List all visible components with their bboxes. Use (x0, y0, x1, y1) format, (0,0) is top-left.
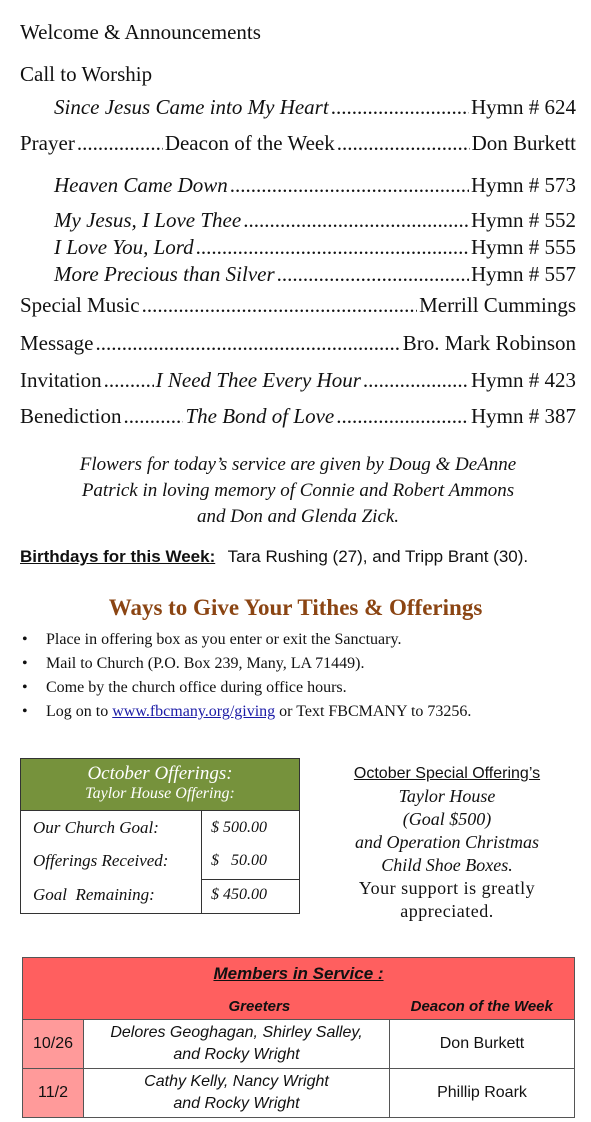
list-item: • Mail to Church (P.O. Box 239, Many, LA 71449). (20, 652, 471, 676)
hymn-title: Since Jesus Came into My Heart (54, 95, 329, 119)
offering-label: Offerings Received: (33, 851, 169, 870)
hymn-number: Hymn # 557 (471, 262, 576, 286)
offering-label: Our Church Goal: (33, 818, 159, 837)
hymn-title: I Love You, Lord (54, 235, 194, 259)
program-row (54, 95, 576, 120)
leader-dots (363, 368, 469, 393)
hymn-title: The Bond of Love (185, 404, 335, 428)
program-person: Don Burkett (471, 131, 576, 155)
members-in-service-table (22, 957, 575, 1118)
offerings-title: October Offerings: (87, 763, 233, 784)
deacon-cell: Don Burkett (390, 1020, 575, 1069)
leader-dots (142, 293, 418, 318)
birthdays (20, 547, 528, 567)
list-item (20, 700, 471, 724)
hymn-number: Hymn # 555 (471, 235, 576, 259)
hymn-number: Hymn # 573 (471, 173, 576, 197)
members-title: Members in Service : (213, 964, 384, 983)
table-row (23, 1069, 575, 1118)
list-item: • Place in offering box as you enter or exit the Sanctuary. (20, 628, 471, 652)
program-row (54, 262, 576, 287)
birthdays-label: Birthdays for this Week: (20, 547, 216, 566)
special-line: and Operation Christmas (354, 832, 540, 852)
special-line: (Goal $500) (402, 809, 492, 829)
leader-dots (196, 235, 469, 260)
offering-row (21, 845, 299, 878)
program-row (20, 404, 576, 429)
deacon-header: Deacon of the Week (390, 993, 575, 1020)
greeters-cell (84, 1020, 390, 1069)
program-person: Merrill Cummings (419, 293, 576, 317)
hymn-number: Hymn # 387 (471, 404, 576, 428)
offerings-box (20, 758, 300, 914)
welcome-heading: Welcome & Announcements (20, 20, 261, 44)
offering-value: $ 450.00 (211, 886, 267, 903)
special-line: Child Shoe Boxes. (381, 855, 513, 875)
hymn-title: More Precious than Silver (54, 262, 275, 286)
program-item: Prayer (20, 131, 75, 155)
leader-dots (95, 331, 400, 356)
special-line: Taylor House (398, 786, 496, 806)
offering-value: $ 50.00 (211, 852, 267, 869)
program-row (20, 293, 576, 318)
leader-dots (337, 131, 470, 156)
program-row (54, 173, 576, 198)
program-row (54, 208, 576, 233)
offering-value: $ 500.00 (211, 819, 267, 836)
program-row (20, 331, 576, 356)
list-item-prefix: Log on to (46, 703, 113, 720)
list-item: • Come by the church office during office hours. (20, 676, 471, 700)
date-cell: 10/26 (23, 1020, 84, 1069)
offerings-header (21, 759, 299, 811)
flowers-line: Patrick in loving memory of Connie and Robert Ammons (81, 480, 515, 501)
list-item-suffix: or Text FBCMANY to 73256. (275, 703, 472, 720)
hymn-title: I Need Thee Every Hour (155, 368, 361, 392)
program-role: Deacon of the Week (164, 131, 335, 155)
leader-dots (123, 404, 183, 429)
offering-label: Goal Remaining: (33, 885, 155, 904)
table-row (23, 1020, 575, 1069)
ways-to-give-title: Ways to Give Your Tithes & Offerings (108, 595, 483, 620)
leader-dots (277, 262, 469, 287)
hymn-title: My Jesus, I Love Thee (54, 208, 242, 232)
program-item: Benediction (20, 404, 122, 428)
special-line: appreciated. (400, 901, 494, 921)
offering-row (21, 879, 299, 912)
offering-row (21, 812, 299, 845)
leader-dots (243, 208, 469, 233)
greeters-line: and Rocky Wright (173, 1095, 300, 1112)
leader-dots (336, 404, 469, 429)
hymn-number: Hymn # 552 (471, 208, 576, 232)
leader-dots (104, 368, 154, 393)
giving-link[interactable]: www.fbcmany.org/giving (112, 703, 276, 720)
members-title-cell (23, 958, 575, 994)
call-to-worship-heading: Call to Worship (20, 62, 153, 86)
program-item: Special Music (20, 293, 140, 317)
greeters-cell (84, 1069, 390, 1118)
program-row (54, 235, 576, 260)
program-row (20, 368, 576, 393)
hymn-number: Hymn # 624 (471, 95, 576, 119)
program-item: Message (20, 331, 94, 355)
header-cell (23, 993, 84, 1020)
program-row (20, 131, 576, 156)
flowers-line: Flowers for today’s service are given by Doug & DeAnne (79, 454, 517, 475)
greeters-line: Cathy Kelly, Nancy Wright (144, 1073, 329, 1090)
flowers-line: and Don and Glenda Zick. (196, 506, 400, 527)
greeters-line: and Rocky Wright (173, 1046, 300, 1063)
ways-to-give-list (20, 628, 471, 724)
special-offering (322, 762, 572, 923)
flowers-note (20, 452, 576, 530)
leader-dots (331, 95, 469, 120)
special-offering-title: October Special Offering’s (353, 765, 541, 782)
hymn-number: Hymn # 423 (471, 368, 576, 392)
special-line: Your support is greatly (358, 878, 536, 898)
program-item: Invitation (20, 368, 102, 392)
deacon-cell: Phillip Roark (390, 1069, 575, 1118)
hymn-title: Heaven Came Down (54, 173, 228, 197)
birthdays-text: Tara Rushing (27), and Tripp Brant (30). (227, 547, 529, 566)
date-cell: 11/2 (23, 1069, 84, 1118)
program-person: Bro. Mark Robinson (402, 331, 576, 355)
offerings-subtitle: Taylor House Offering: (85, 785, 235, 802)
leader-dots (230, 173, 469, 198)
leader-dots (77, 131, 163, 156)
table-header-row (23, 993, 575, 1020)
greeters-line: Delores Geoghagan, Shirley Salley, (110, 1024, 363, 1041)
table-header-row (23, 958, 575, 994)
greeters-header: Greeters (84, 993, 390, 1020)
